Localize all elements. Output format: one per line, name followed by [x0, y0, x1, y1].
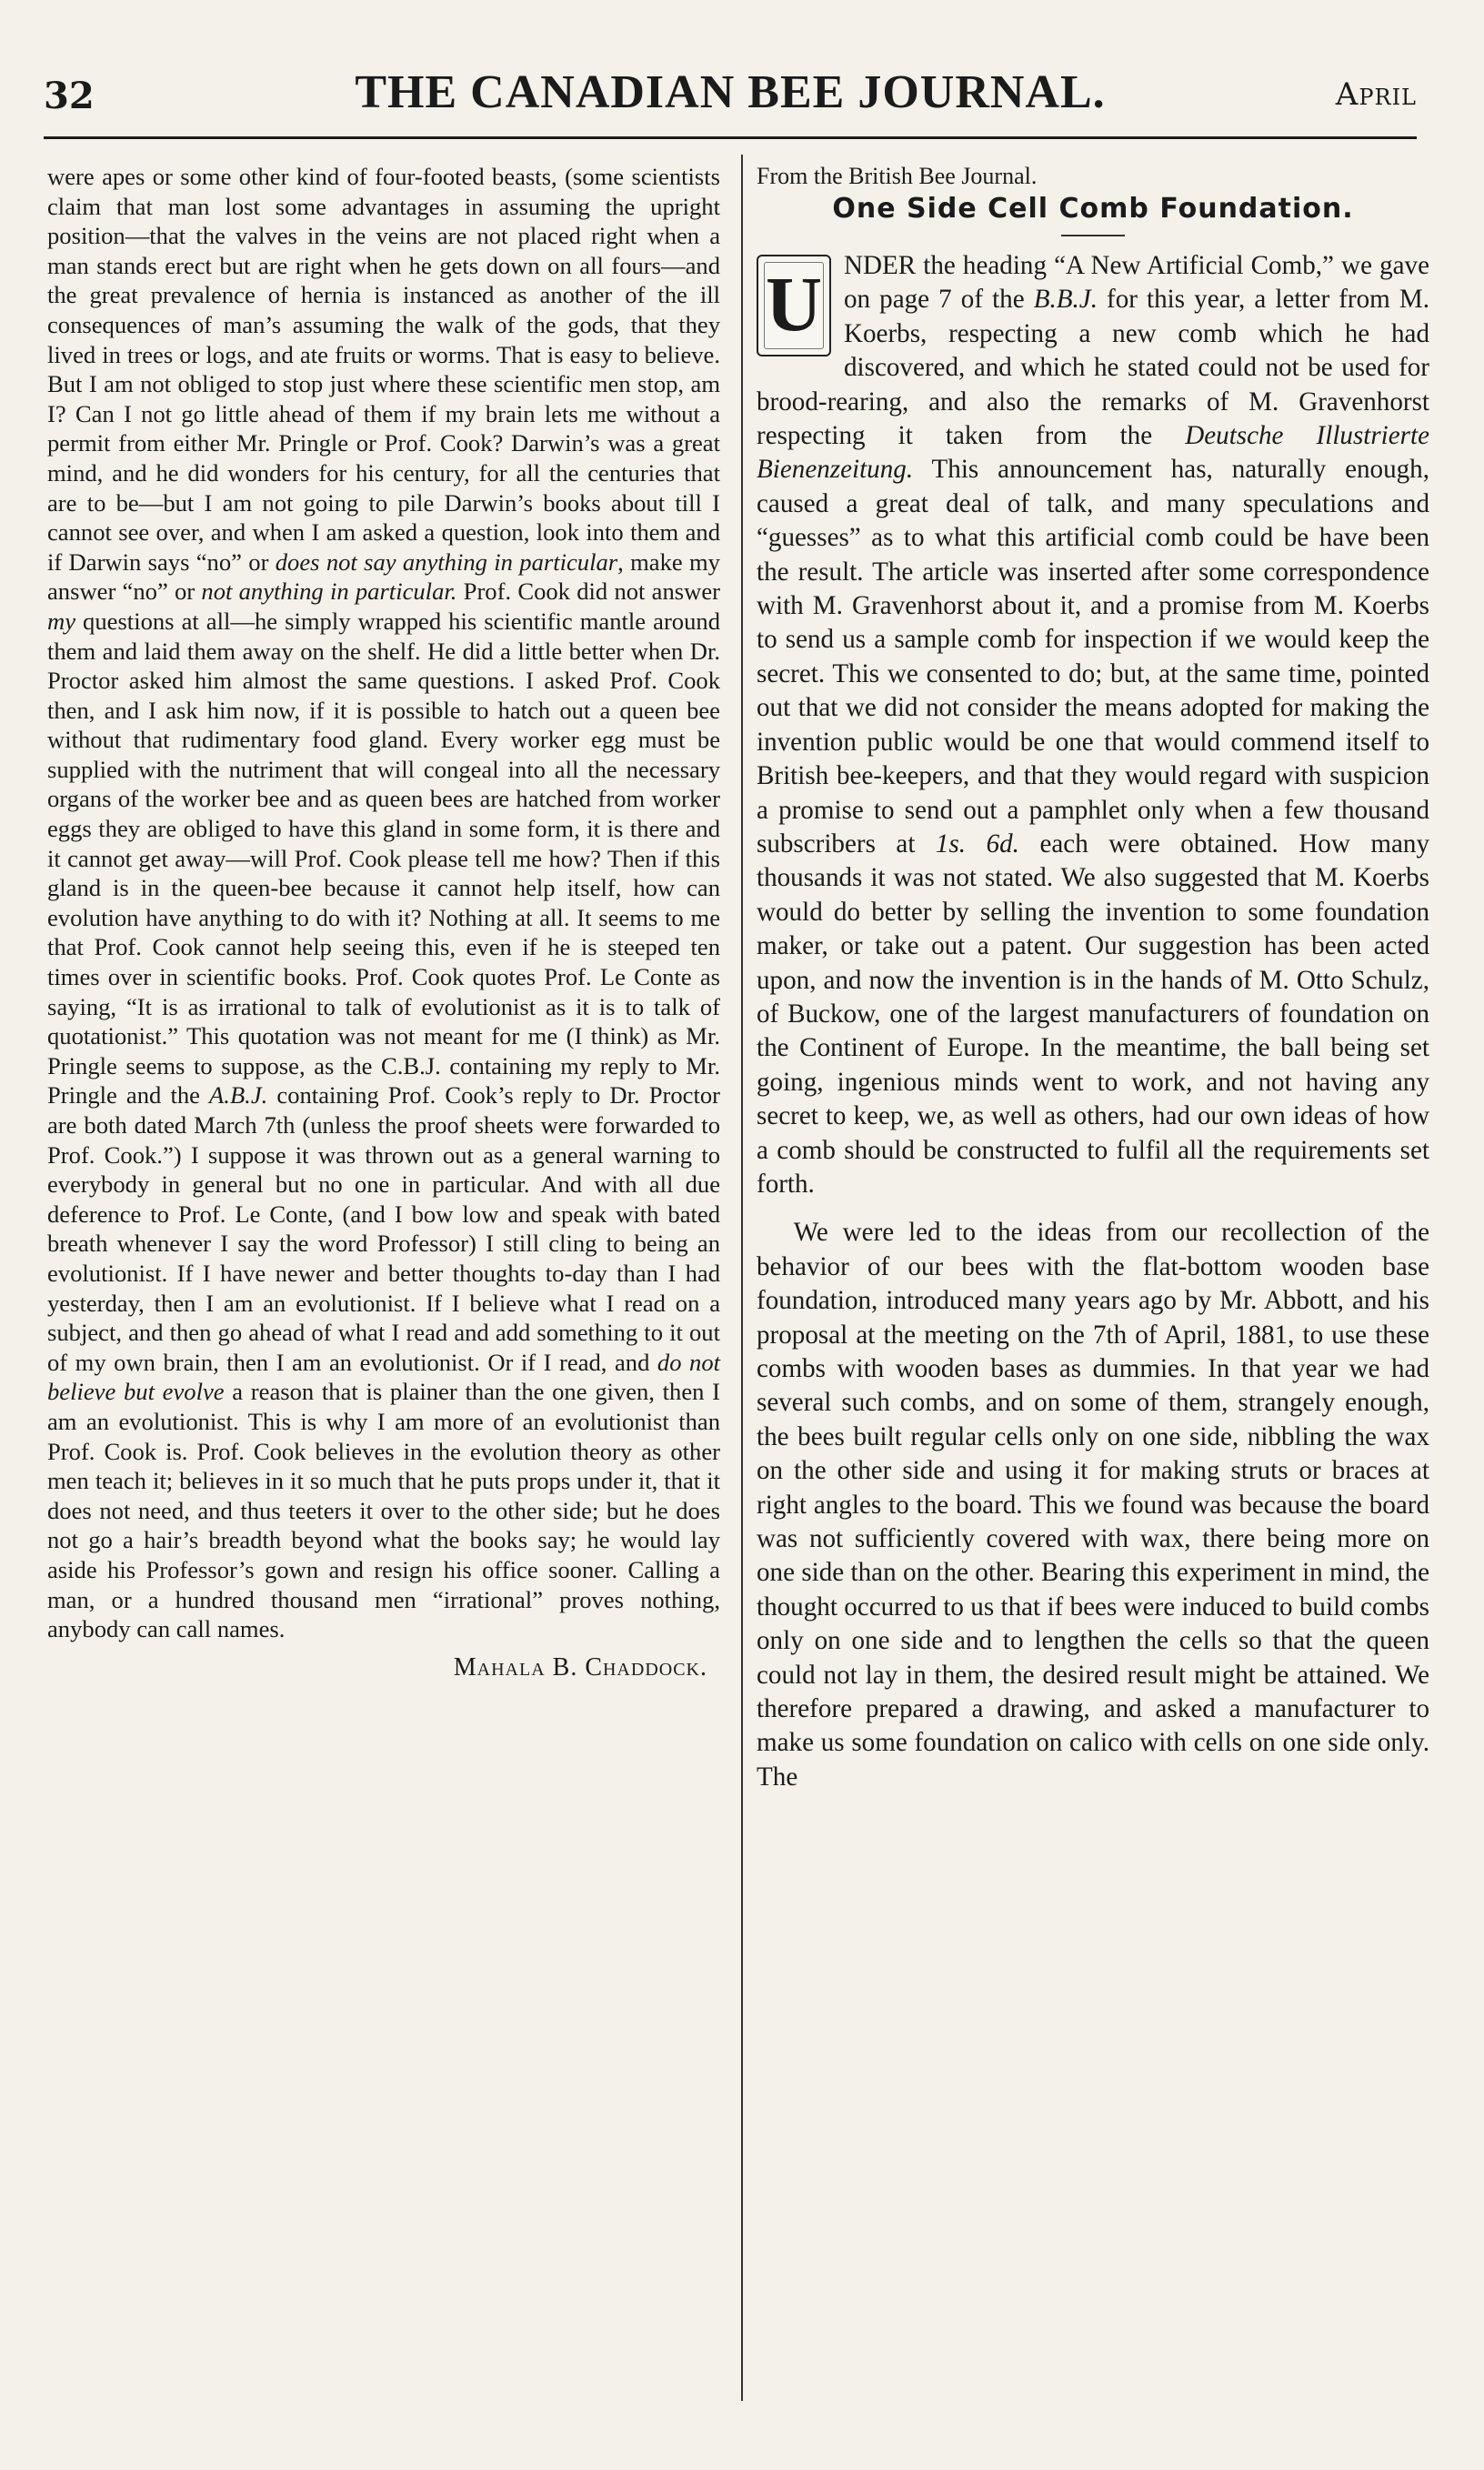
text-run: were apes or some other kind of four-footed beasts, (some scientists claim that man lost some advantages in assuming the upright position—that the valves in the veins are not placed right when a man stands erect but are right when he gets down on all fours—and the great prevalence of hernia is instanced as another of the ill consequences of man’s assuming the walk of the gods, that they lived in trees or logs, and ate fruits or worms. That is easy to believe. But I am not obliged to stop just where these scientific men stop, am I? Can I not go little ahead of them if my brain lets me without a permit from either Mr. Pringle or Prof. Cook? Darwin’s was a great mind, and he did wonders for his century, for all the centuries that are to be—but I am not going to pile Darwin’s books about till I cannot see over, and when I am asked a question, look into them and if Darwin says “no” or: [47, 163, 720, 576]
text-run: containing Prof. Cook’s reply to Dr. Proctor are both dated March 7th (unless the proof sheets were forwarded to Prof. Cook.”) I suppose it was thrown out as a general warning to everybody in general but no one in particular. And with all due deference to Prof. Le Conte, (and I bow low and speak with bated breath whenever I say the word Professor) I still cling to being an evolutionist. If I have newer and better thoughts to-day than I had yesterday, then I am an evolutionist. If I believe what I read on a subject, and then go ahead of what I read and add something to it out of my own brain, then I am an evolutionist. Or if I read, and: [47, 1081, 721, 1376]
article-title: One Side Cell Comb Foundation.: [832, 193, 1354, 225]
title-rule: [1061, 235, 1125, 236]
text-run: NDER the heading “A New Artificial Comb,” we gave on page 7 of the: [844, 251, 1429, 315]
italic-text: A.B.J.: [209, 1081, 268, 1109]
text-run: for this year, a letter from M. Koerbs, respecting a new comb which he had discovered, and which he stated could not be used for brood-rearing, and also the remarks of M. Gravenhorst respecting it taken from the: [757, 285, 1429, 451]
left-column: [47, 162, 720, 2417]
author-signature: Mahala B. Chaddock.: [453, 1652, 707, 1682]
page-number: 32: [44, 75, 95, 117]
text-run: each were obtained. How many thousands it was not stated. We also suggested that M. Koerbs would do better by selling the invention to some foundation maker, or take out a patent. Our suggestion has been acted upon, and now the invention is in the hands of M. Otto Schulz, of Buckow, one of the largest manufacturers of foundation on the Continent of Europe. In the meantime, the ball being set going, ingenious minds went to work, and not having any secret to keep, we, as well as others, had our own ideas of how a comb should be constructed to fulfil all the requirements set forth.: [757, 828, 1429, 1199]
issue-month: April: [1335, 76, 1417, 113]
italic-text: not anything in particular.: [201, 577, 457, 606]
text-run: Prof. Cook did not answer: [456, 577, 720, 606]
left-column-text: [47, 162, 720, 1644]
italic-text: does not say anything in particular: [275, 547, 618, 576]
text-run: This announcement has, naturally enough, caused a great deal of talk, and many speculations and “guesses” as to what this artificial comb could be have been the result. The article was inserted after some correspondence with M. Gravenhorst about it, and a promise from M. Koerbs to send us a sample comb for inspection if we would keep the secret. This we consented to do; but, at the same time, pointed out that we did not consider the means adopted for making the invention public would be one that would commend itself to British bee-keepers, and that they would regard with suspicion a promise to send out a pamphlet only when a few thousand subscribers at: [757, 455, 1429, 858]
source-line: From the British Bee Journal.: [757, 163, 1038, 189]
right-column: [757, 162, 1429, 2417]
italic-text: Deutsche Illustrierte Bienenzeitung.: [757, 421, 1429, 485]
paragraph-1-text: [757, 251, 1429, 1199]
drop-cap: [757, 255, 831, 356]
text-run: , make my answer “no” or: [47, 547, 720, 606]
italic-text: 1s. 6d.: [935, 828, 1019, 858]
journal-title: THE CANADIAN BEE JOURNAL.: [355, 66, 1106, 118]
page-header: [44, 65, 1417, 129]
column-divider: [741, 155, 743, 2401]
text-run: a reason that is plainer than the one given, then I am an evolutionist. This is why I am more of an evolutionist than Prof. Cook is. Prof. Cook believes in the evolution theory as other men teach it; believes in it so much that he puts props under it, that it does not need, and thus teeters it over to the other side; but he does not go a hair’s breadth beyond what the books say; he would lay aside his Professor’s gown and resign his office sooner. Calling a man, or a hundred thousand men “irrational” proves nothing, anybody can call names.: [47, 1378, 720, 1643]
italic-text: do not believe but evolve: [47, 1348, 720, 1406]
header-rule: [44, 136, 1417, 139]
italic-text: B.B.J.: [1033, 285, 1098, 315]
text-run: questions at all—he simply wrapped his scientific mantle around them and laid them away on the shelf. He did a little better when Dr. Proctor asked him almost the same questions. I asked Prof. Cook then, and I ask him now, if it is possible to hatch out a queen bee without that rudimentary food gland. Every worker egg must be supplied with the nutriment that will congeal into all the necessary organs of the worker bee and as queen bees are hatched from worker eggs they are obliged to have this gland in some form, it is there and it cannot get away—will Prof. Cook please tell me how? Then if this gland is in the queen-bee because it cannot help itself, how can evolution have anything to do with it? Nothing at all. It seems to me that Prof. Cook cannot help seeing this, even if he is steeped ten times over in scientific books. Prof. Cook quotes Prof. Le Conte as saying, “It is as irrational to talk of evolutionist as it is to talk of quotationist.” This quotation was not meant for me (I think) as Mr. Pringle seems to suppose, as the C.B.J. containing my reply to Mr. Pringle and the: [47, 607, 720, 1109]
italic-text: my: [47, 607, 76, 635]
article-paragraph-2: We were led to the ideas from our recollection of the behavior of our bees with the flat-bottom wooden base foundation, introduced many years ago by Mr. Abbott, and his proposal at the meeting on the 7th of April, 1881, to use these combs with wooden bases as dummies. In that year we had several such combs, and on some of them, strangely enough, the bees built regular cells only on one side, nibbling the wax on the other side and using it for making struts or braces at right angles to the board. This we found was because the board was not sufficiently covered with wax, there being more on one side than on the other. Bearing this experiment in mind, the thought occurred to us that if bees were induced to build combs only on one side and to lengthen the cells so that the queen could not lay in them, the desired result might be attained. We therefore prepared a drawing, and asked a manufacturer to make us some foundation on calico with cells on one side only. The: [757, 1218, 1429, 1792]
article-paragraph-1: [757, 249, 1429, 1201]
drop-cap-letter: U: [765, 260, 823, 347]
